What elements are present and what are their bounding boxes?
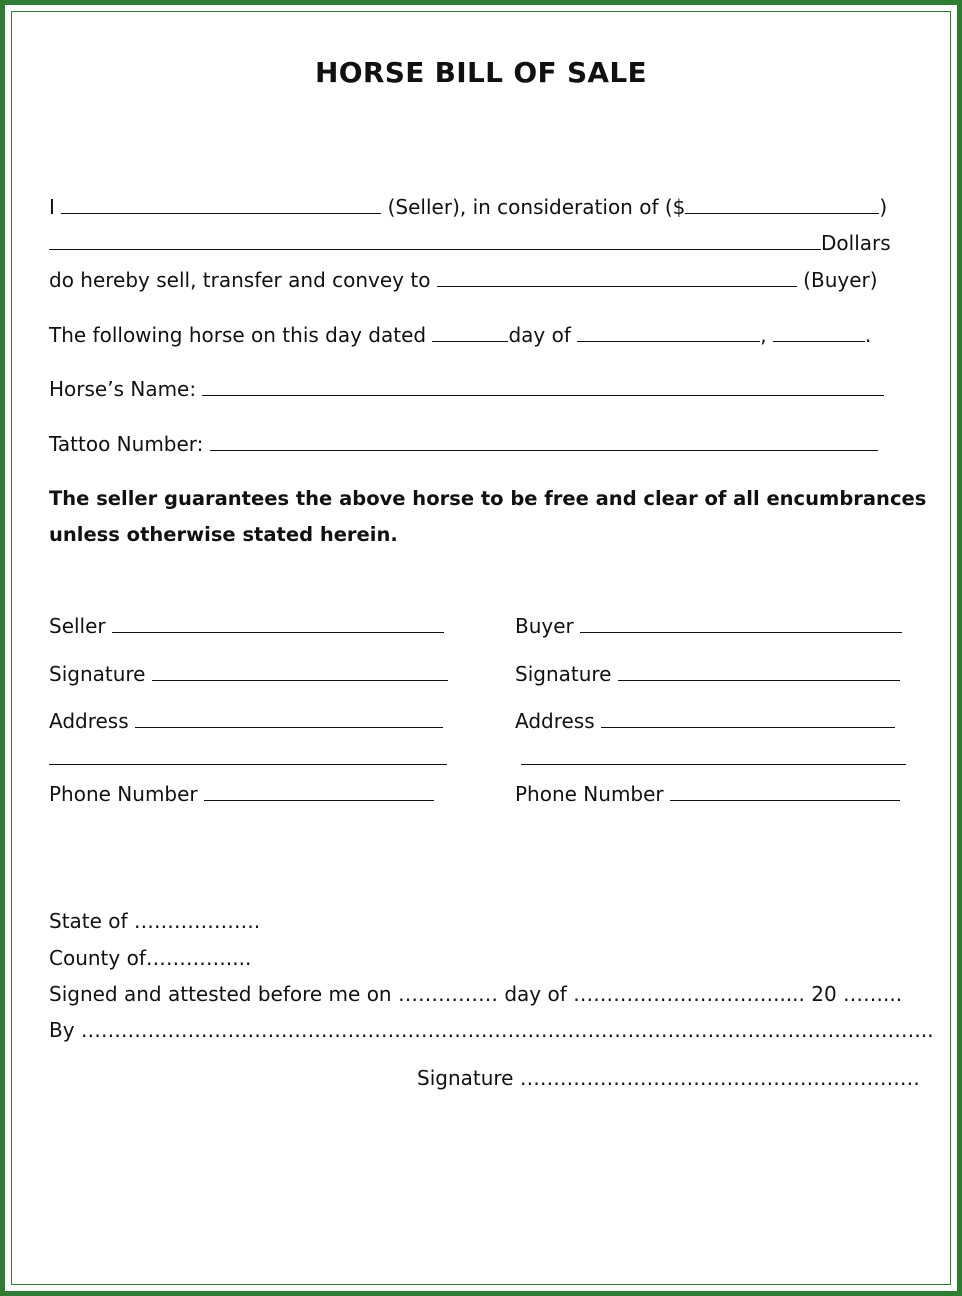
seller-name-blank[interactable] — [61, 195, 381, 214]
buyer-phone-blank[interactable] — [670, 782, 900, 801]
buyer-label: (Buyer) — [803, 268, 878, 292]
seller-blank[interactable] — [112, 614, 444, 633]
seller-address-label: Address — [49, 709, 129, 733]
buyer-signature-blank[interactable] — [618, 662, 900, 681]
horse-date-line — [49, 323, 871, 347]
seller-address-blank[interactable] — [135, 709, 443, 728]
buyer-phone-row — [515, 782, 900, 806]
day-of-label: day of — [508, 323, 571, 347]
dollars-label: Dollars — [821, 231, 891, 255]
buyer-row — [515, 614, 902, 638]
convey-text: do hereby sell, transfer and convey to — [49, 268, 431, 292]
guarantee-line-1: The seller guarantees the above horse to be free and clear of all encumbrances — [49, 487, 927, 510]
day-blank[interactable] — [432, 323, 508, 342]
buyer-signature-row — [515, 662, 900, 686]
seller-row — [49, 614, 444, 638]
tattoo-label: Tattoo Number: — [49, 432, 204, 456]
buyer-blank[interactable] — [580, 614, 902, 633]
consideration-line-2 — [49, 231, 891, 255]
buyer-address-blank[interactable] — [601, 709, 895, 728]
buyer-row-label: Buyer — [515, 614, 574, 638]
notary-signature: Signature …………………………………………………… — [417, 1066, 920, 1090]
notary-county: County of………….... — [49, 946, 252, 970]
notary-signed-attested: Signed and attested before me on …………… day of …………………………..... 20 ……... — [49, 982, 903, 1006]
date-comma: , — [760, 323, 767, 347]
tattoo-blank[interactable] — [210, 432, 878, 451]
month-blank[interactable] — [577, 323, 760, 342]
seller-phone-label: Phone Number — [49, 782, 198, 806]
date-period: . — [864, 323, 872, 347]
buyer-address-blank-2[interactable] — [521, 746, 906, 765]
horse-name-blank[interactable] — [202, 377, 884, 396]
seller-phone-blank[interactable] — [204, 782, 434, 801]
document-title: HORSE BILL OF SALE — [315, 56, 647, 89]
buyer-address-label: Address — [515, 709, 595, 733]
close-paren: ) — [879, 195, 888, 219]
buyer-phone-label: Phone Number — [515, 782, 664, 806]
seller-address-blank-2[interactable] — [49, 746, 447, 765]
notary-state: State of ………………. — [49, 909, 261, 933]
seller-signature-row — [49, 662, 448, 686]
guarantee-line-2: unless otherwise stated herein. — [49, 523, 398, 546]
seller-phone-row — [49, 782, 434, 806]
seller-signature-blank[interactable] — [152, 662, 448, 681]
notary-by: By ……………………………………………………………………………………………………………….. — [49, 1018, 934, 1042]
horse-date-prefix: The following horse on this day dated — [49, 323, 427, 347]
dollars-words-blank[interactable] — [49, 231, 821, 250]
seller-address-row — [49, 709, 443, 733]
year-blank[interactable] — [773, 323, 865, 342]
horse-name-label: Horse’s Name: — [49, 377, 197, 401]
buyer-name-blank[interactable] — [437, 268, 797, 287]
seller-signature-label: Signature — [49, 662, 146, 686]
pronoun-i: I — [49, 195, 55, 219]
horse-name-line — [49, 377, 884, 401]
seller-address-row-2 — [49, 746, 447, 770]
buyer-address-row-2 — [521, 746, 906, 770]
buyer-signature-label: Signature — [515, 662, 612, 686]
amount-blank[interactable] — [685, 195, 879, 214]
seller-label: Seller — [49, 614, 106, 638]
consideration-line-1 — [49, 195, 887, 219]
seller-consideration-text: (Seller), in consideration of ($ — [387, 195, 686, 219]
buyer-address-row — [515, 709, 895, 733]
consideration-line-3 — [49, 268, 878, 292]
tattoo-line — [49, 432, 878, 456]
